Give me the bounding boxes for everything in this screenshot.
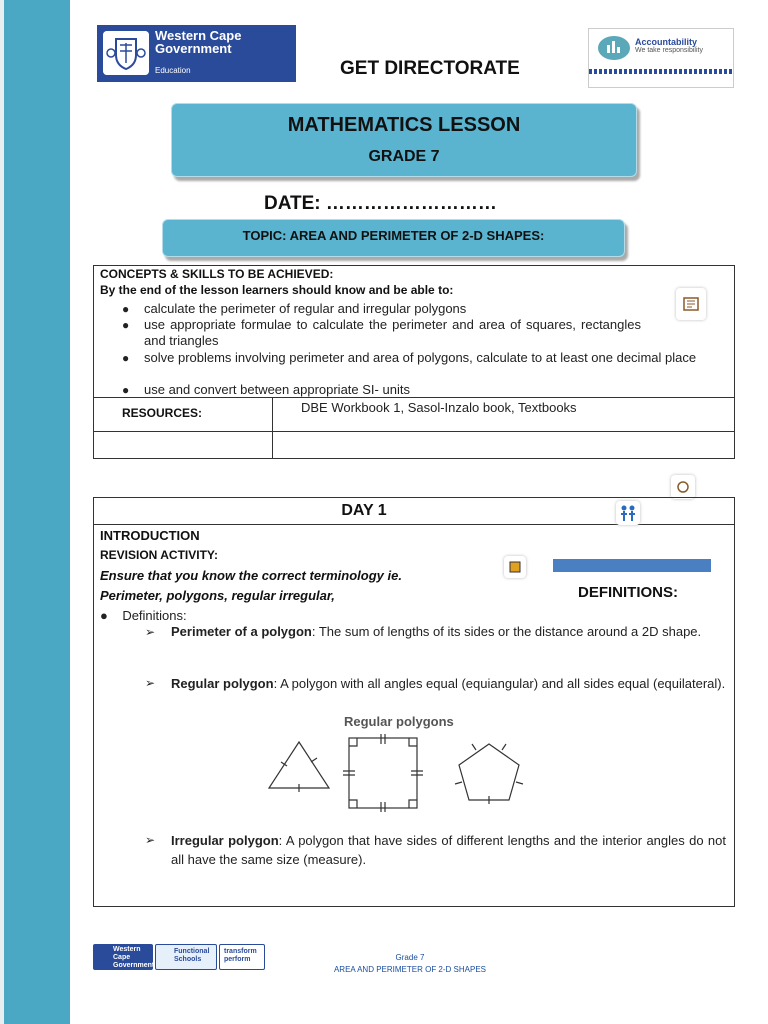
crest-icon xyxy=(103,31,149,75)
definition-regular xyxy=(145,674,726,693)
lesson-banner xyxy=(171,103,637,177)
revision-heading: REVISION ACTIVITY: xyxy=(100,548,219,562)
footer-logos xyxy=(93,944,265,970)
regular-polygons-image xyxy=(259,730,539,816)
logo-subtitle: Education xyxy=(155,66,191,75)
table-divider xyxy=(94,397,734,398)
footer-logo-transform-perform: transform perform xyxy=(219,944,265,970)
footer-topic: AREA AND PERIMETER OF 2-D SHAPES xyxy=(333,965,487,974)
definitions-bullet xyxy=(100,608,187,623)
footer-logo-functional-schools: Functional Schools xyxy=(155,944,217,970)
right-angle-marks xyxy=(349,738,417,808)
bullet-dot: ● xyxy=(122,302,130,316)
directorate-title: GET DIRECTORATE xyxy=(340,58,520,79)
accountability-logo xyxy=(588,28,734,88)
definitions-heading: DEFINITIONS: xyxy=(578,584,678,601)
topic-banner xyxy=(162,219,625,257)
list-item xyxy=(122,350,732,382)
arrow-icon: ➢ xyxy=(145,676,156,690)
terminology-line: Perimeter, polygons, regular irregular, xyxy=(100,588,335,603)
people-icon xyxy=(616,501,640,525)
footer-logo-wcg: Western Cape Government xyxy=(93,944,153,970)
note-icon xyxy=(504,556,526,578)
day-title: DAY 1 xyxy=(341,502,387,519)
list-item xyxy=(122,317,642,349)
bullet-dot: ● xyxy=(122,383,130,397)
definition-term: Perimeter of a polygon xyxy=(171,624,312,639)
accountability-icon xyxy=(597,35,631,61)
table-divider xyxy=(272,397,273,458)
tick-marks xyxy=(455,744,523,804)
date-field: DATE: ……………………… xyxy=(264,193,497,214)
accountability-stripe xyxy=(589,69,733,74)
footer-grade: Grade 7 xyxy=(395,953,425,962)
definition-text: : A polygon that have sides of different lengths and the interior angles do not all have the same size (measure). xyxy=(171,833,726,867)
definition-text: : The sum of lengths of its sides or the distance around a 2D shape. xyxy=(311,624,702,639)
definition-term: Regular polygon xyxy=(171,676,274,691)
arrow-icon: ➢ xyxy=(145,625,156,639)
table-divider xyxy=(94,431,734,432)
hand-icon xyxy=(671,475,695,499)
definitions-bullet-text: Definitions: xyxy=(122,608,187,623)
concepts-intro: By the end of the lesson learners should know and be able to: xyxy=(100,283,454,297)
bullet-dot: ● xyxy=(100,608,123,623)
logo-name: Western Cape Government xyxy=(155,28,242,56)
bullet-text: use appropriate formulae to calculate the perimeter and area of squares, rectangles and triangles xyxy=(144,317,641,348)
western-cape-logo xyxy=(97,25,296,82)
bullet-text: use and convert between appropriate SI- units xyxy=(144,382,410,397)
list-item xyxy=(122,301,642,317)
day1-box xyxy=(93,497,735,907)
book-icon xyxy=(676,288,706,320)
definition-perimeter xyxy=(145,624,726,640)
definition-irregular xyxy=(145,831,726,869)
lesson-title: MATHEMATICS LESSON xyxy=(287,114,521,136)
resources-value: DBE Workbook 1, Sasol-Inzalo book, Textbooks xyxy=(301,400,577,415)
pentagon-shape xyxy=(459,744,519,800)
bullet-text: calculate the perimeter of regular and irregular polygons xyxy=(144,301,467,316)
definition-term: Irregular polygon xyxy=(171,833,279,848)
bullet-dot: ● xyxy=(122,318,130,332)
accountability-title: Accountability xyxy=(635,37,698,47)
accountability-subtitle: We take responsibility xyxy=(635,47,703,54)
terminology-line: Ensure that you know the correct terminology ie. xyxy=(100,568,402,583)
tick-marks xyxy=(281,758,317,792)
concepts-title: CONCEPTS & SKILLS TO BE ACHIEVED: xyxy=(100,267,334,281)
topic-text: TOPIC: AREA AND PERIMETER OF 2-D SHAPES: xyxy=(242,228,545,243)
list-item xyxy=(122,382,642,398)
introduction-heading: INTRODUCTION xyxy=(100,528,200,543)
regular-polygons-title: Regular polygons xyxy=(344,714,454,729)
bullet-text: solve problems involving perimeter and area of polygons, calculate to at least one decimal place xyxy=(144,350,697,365)
arrow-icon: ➢ xyxy=(145,833,156,847)
definition-text: : A polygon with all angles equal (equiangular) and all sides equal (equilateral). xyxy=(273,676,726,691)
resources-label: RESOURCES: xyxy=(122,406,203,420)
bullet-dot: ● xyxy=(122,351,130,365)
lesson-grade: GRADE 7 xyxy=(368,148,440,165)
definitions-bar xyxy=(553,559,711,572)
concepts-box xyxy=(93,265,735,459)
square-shape xyxy=(349,738,417,808)
side-color-bar xyxy=(0,0,70,1024)
triangle-shape xyxy=(269,742,329,788)
